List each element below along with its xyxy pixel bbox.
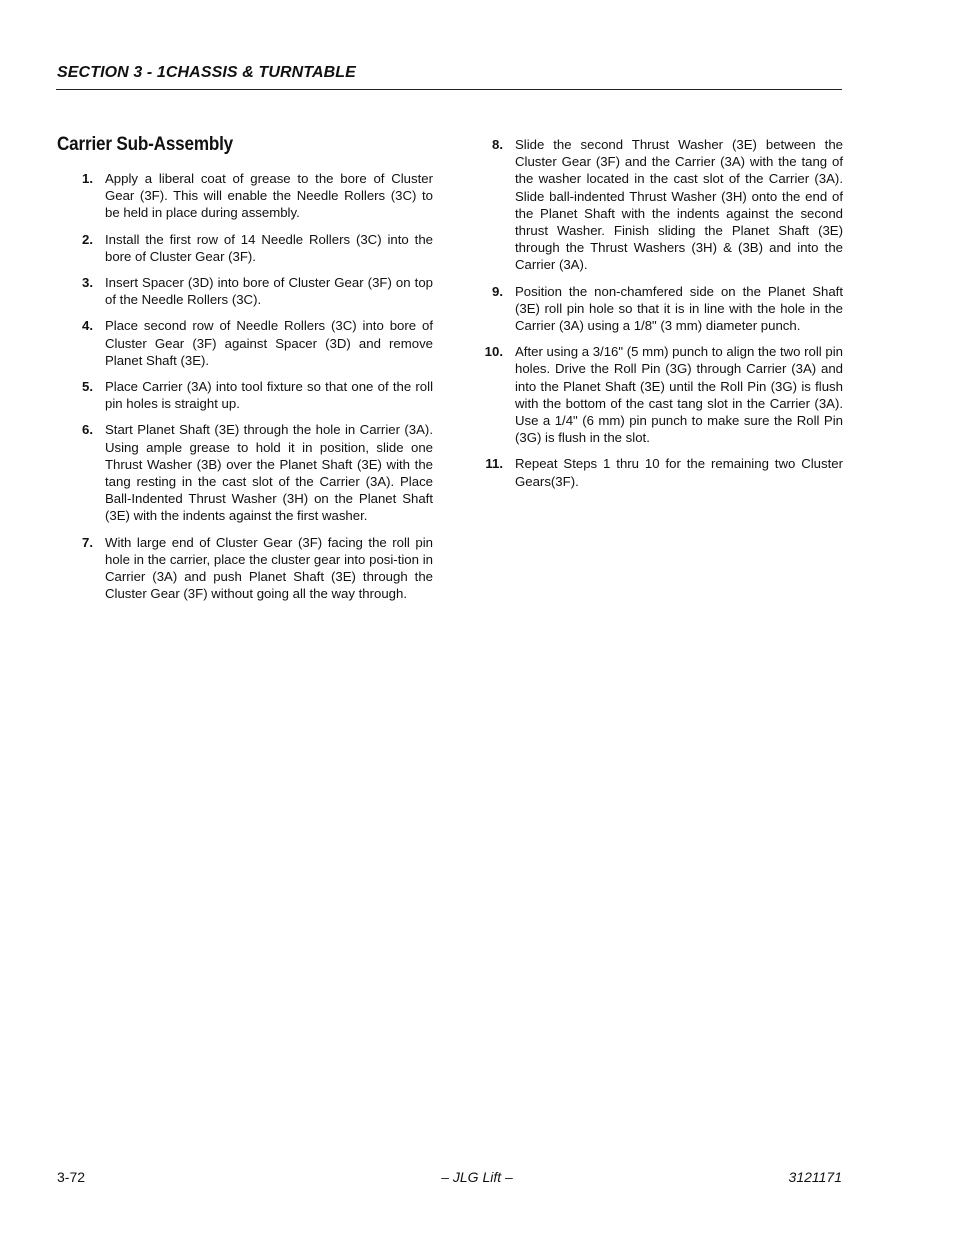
step-text: Place Carrier (3A) into tool fixture so that one of the roll pin holes is straight up.	[105, 379, 433, 412]
step-item	[467, 283, 843, 335]
step-text: Slide the second Thrust Washer (3E) between the Cluster Gear (3F) and the Carrier (3A) with the tang of the washer located in the cast slot of the Carrier (3A). Slide ball-indented Thrust Washer (3H) onto the end of the Planet Shaft with the indents against the second thrust Washer. Finish sliding the Planet Shaft (3E) through the Thrust Washers (3H) & (3B) and into the Carrier (3A).	[515, 137, 843, 273]
section-header-title: SECTION 3 - 1CHASSIS & TURNTABLE	[57, 64, 356, 81]
step-item	[57, 274, 433, 308]
step-number: 11.	[485, 456, 503, 472]
step-item	[57, 534, 433, 603]
step-item	[57, 231, 433, 265]
step-number: 9.	[492, 283, 503, 299]
step-text: After using a 3/16" (5 mm) punch to align the two roll pin holes. Drive the Roll Pin (3G) through Carrier (3A) and into the Planet Shaft (3E) until the Roll Pin (3G) is flush with the bottom of the cast tang slot in the Carrier (3A). Use a 1/4" (6 mm) pin punch to make sure the Roll Pin (3G) is flush in the slot.	[515, 344, 843, 446]
step-text: With large end of Cluster Gear (3F) facing the roll pin hole in the carrier, place the cluster gear into posi-tion in Carrier (3A) and push Planet Shaft (3E) through the Cluster Gear (3F) without going all the way through.	[105, 534, 433, 602]
step-text: Insert Spacer (3D) into bore of Cluster Gear (3F) on top of the Needle Rollers (3C).	[105, 275, 433, 308]
step-number: 7.	[82, 534, 93, 550]
right-column	[467, 136, 843, 499]
step-item	[57, 421, 433, 524]
step-item	[57, 170, 433, 222]
step-item	[467, 136, 843, 274]
step-text: Place second row of Needle Rollers (3C) into bore of Cluster Gear (3F) against Spacer (3D) and remove Planet Shaft (3E).	[105, 318, 433, 368]
step-item	[467, 455, 843, 489]
step-number: 5.	[82, 379, 93, 395]
step-item	[57, 317, 433, 369]
step-number: 8.	[492, 137, 503, 152]
step-item	[467, 343, 843, 446]
step-text: Install the first row of 14 Needle Rollers (3C) into the bore of Cluster Gear (3F).	[105, 231, 433, 264]
step-number: 4.	[82, 318, 93, 334]
step-text: Repeat Steps 1 thru 10 for the remaining two Cluster Gears(3F).	[515, 456, 843, 489]
step-text: Start Planet Shaft (3E) through the hole in Carrier (3A). Using ample grease to hold it in position, slide one Thrust Washer (3B) over the Planet Shaft (3E) with the tang resting in the cast slot of the Carrier (3A). Place Ball-Indented Thrust Washer (3H) on the Planet Shaft (3E) with the indents against the first washer.	[105, 422, 433, 524]
section-heading: Carrier Sub-Assembly	[57, 134, 234, 155]
footer-publisher: – JLG Lift –	[441, 1169, 513, 1185]
step-number: 10.	[484, 344, 503, 360]
step-text: Apply a liberal coat of grease to the bore of Cluster Gear (3F). This will enable the Needle Rollers (3C) to be held in place during assembly.	[105, 171, 433, 221]
step-number: 2.	[82, 231, 93, 247]
step-number: 1.	[82, 171, 93, 186]
footer-page-number: 3-72	[57, 1169, 86, 1185]
header-rule	[56, 89, 842, 90]
left-column	[57, 170, 433, 611]
step-text: Position the non-chamfered side on the Planet Shaft (3E) roll pin hole so that it is in line with the hole in the Carrier (3A) using a 1/8" (3 mm) diameter punch.	[515, 283, 843, 334]
step-number: 3.	[82, 275, 93, 291]
footer-doc-number: 3121171	[788, 1169, 842, 1185]
step-number: 6.	[82, 422, 93, 438]
step-item	[57, 378, 433, 412]
